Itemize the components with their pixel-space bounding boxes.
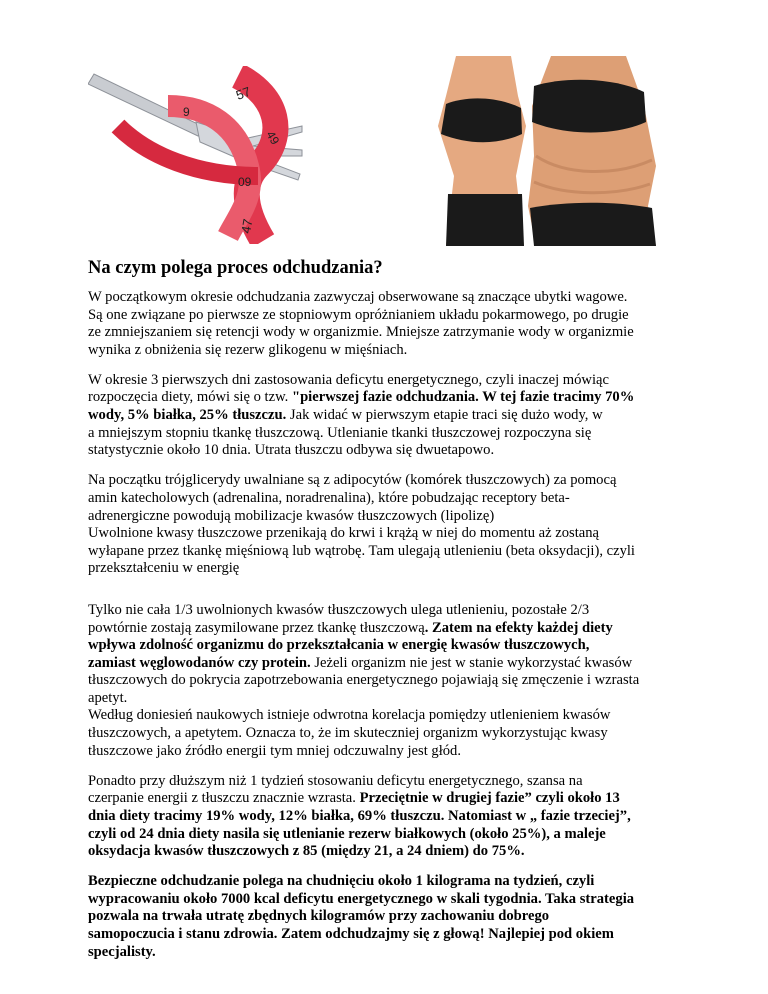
paragraph-4 (88, 602, 700, 760)
paragraph-2 (88, 372, 700, 460)
text-line (88, 637, 700, 655)
text-line (88, 790, 700, 808)
bold-text: zamiast węglowodanów czy protein. (88, 654, 311, 671)
text-line: Są one związane po pierwsze ze stopniowym opróżnianiem układu pokarmowego, po drugie (88, 306, 629, 323)
text-line: Tylko nie cała 1/3 uwolnionych kwasów tłuszczowych ulega utlenieniu, pozostałe 2/3 (88, 601, 590, 618)
fork-measuring-tape-image (88, 66, 306, 244)
bold-text: pozwala na trwała utratę zbędnych kilogramów przy zachowaniu dobrego (88, 908, 550, 925)
text-line (88, 620, 700, 638)
bodies-comparison-image (416, 56, 662, 246)
text-line (88, 873, 700, 891)
text-line: tłuszczowe jako źródło energii tym mniej odczuwalny jest głód. (88, 742, 461, 759)
text-line: Według doniesień naukowych istnieje odwrotna korelacja pomiędzy utlenieniem kwasów (88, 707, 611, 724)
text-line: adrenergiczne powodują mobilizacje kwasów tłuszczowych (lipolizę) (88, 507, 495, 524)
text-line (88, 808, 700, 826)
bold-text: specjalisty. (88, 943, 156, 960)
text-run: powtórnie zostają zasymilowane przez tkankę tłuszczową (88, 619, 425, 636)
bold-text: wody, 5% białka, 25% tłuszczu. (88, 407, 287, 424)
bold-text: wpływa zdolność organizmu do przekształcania w energię kwasów tłuszczowych, (88, 637, 590, 654)
text-line (88, 407, 700, 425)
tape-number: 47 (238, 217, 256, 235)
text-line (88, 826, 700, 844)
text-line (88, 843, 700, 861)
tape-number: 49 (263, 128, 283, 148)
bold-text: . Zatem na efekty każdej diety (424, 619, 613, 636)
bold-text: Przeciętnie w drugiej fazie” czyli około 13 (359, 790, 620, 807)
text-line (88, 926, 700, 944)
page-title: Na czym polega proces odchudzania? (88, 258, 383, 278)
text-run: Jak widać w pierwszym etapie traci się dużo wody, w (286, 407, 603, 424)
text-line: apetyt. (88, 689, 128, 706)
paragraph-6 (88, 873, 700, 961)
header-images (88, 56, 668, 246)
text-line: przekształceniu w energię (88, 560, 240, 577)
text-line: Na początku trójglicerydy uwalniane są z adipocytów (komórek tłuszczowych) za pomocą (88, 472, 617, 489)
text-line: wynika z obniżenia się rezerw glikogenu w mięśniach. (88, 341, 408, 358)
text-line: Uwolnione kwasy tłuszczowe przenikają do krwi i krążą w niej do momentu aż zostaną (88, 525, 600, 542)
bold-text: dnia diety tracimy 19% wody, 12% białka, 69% tłuszczu. Natomiast w „ fazie trzeciej”, (88, 807, 631, 824)
bold-text: "pierwszej fazie odchudzania. W tej fazie tracimy 70% (291, 389, 635, 406)
text-line: tłuszczowych do pokrycia zapotrzebowania energetycznego pojawiają się zmęczenie i wzrasta (88, 672, 640, 689)
text-run: czerpanie energii z tłuszczu znacznie wzrasta. (88, 790, 360, 807)
text-line: W okresie 3 pierwszych dni zastosowania deficytu energetycznego, czyli inaczej mówiąc (88, 371, 609, 388)
paragraph-3 (88, 472, 700, 578)
text-line: tłuszczowych, a apetytem. Oznacza to, że im skuteczniej organizm wykorzystując kwasy (88, 725, 608, 742)
text-line (88, 891, 700, 909)
text-line: wyłapane przez tkankę mięśniową lub wątrobę. Tam ulegają utlenieniu (beta oksydacji), czyli (88, 542, 635, 559)
bold-text: Bezpieczne odchudzanie polega na chudnięciu około 1 kilograma na tydzień, czyli (88, 873, 595, 890)
text-line: Ponadto przy dłuższym niż 1 tydzień stosowaniu deficytu energetycznego, szansa na (88, 772, 583, 789)
tape-number: 09 (238, 175, 252, 189)
text-run: rozpoczęcia diety, mówi się o tzw. (88, 389, 292, 406)
bold-text: wypracowaniu około 7000 kcal deficytu energetycznego w skali tygodnia. Taka strategia (88, 890, 635, 907)
article-body (88, 289, 700, 974)
bold-text: samopoczucia i stanu zdrowia. Zatem odchudzajmy się z głową! Najlepiej pod okiem (88, 926, 614, 942)
paragraph-1 (88, 289, 700, 359)
tape-number: 9 (183, 105, 190, 119)
text-line (88, 389, 700, 407)
bold-text: oksydacja kwasów tłuszczowych z 85 (między 21, a 24 dniem) do 75%. (88, 843, 525, 860)
text-line (88, 944, 700, 962)
text-line: amin katecholowych (adrenalina, noradrenalina), które pobudzając receptory beta- (88, 489, 570, 506)
text-line: a mniejszym stopniu tkankę tłuszczową. Utlenianie tkanki tłuszczowej rozpoczyna się (88, 424, 592, 441)
bold-text: czyli od 24 dnia diety nasila się utlenianie rezerw białkowych (około 25%), a maleje (88, 825, 606, 842)
text-run: Jeżeli organizm nie jest w stanie wykorzystać kwasów (310, 654, 633, 671)
text-line (88, 655, 700, 673)
paragraph-5 (88, 773, 700, 861)
text-line: statystycznie około 10 dnia. Utrata tłuszczu odbywa się dwuetapowo. (88, 442, 495, 459)
tape-number: 57 (233, 83, 253, 103)
text-line (88, 908, 700, 926)
text-line: W początkowym okresie odchudzania zazwyczaj obserwowane są znaczące ubytki wagowe. (88, 289, 628, 305)
text-line: ze zmniejszaniem się retencji wody w organizmie. Mniejsze zatrzymanie wody w organizmie (88, 324, 634, 341)
